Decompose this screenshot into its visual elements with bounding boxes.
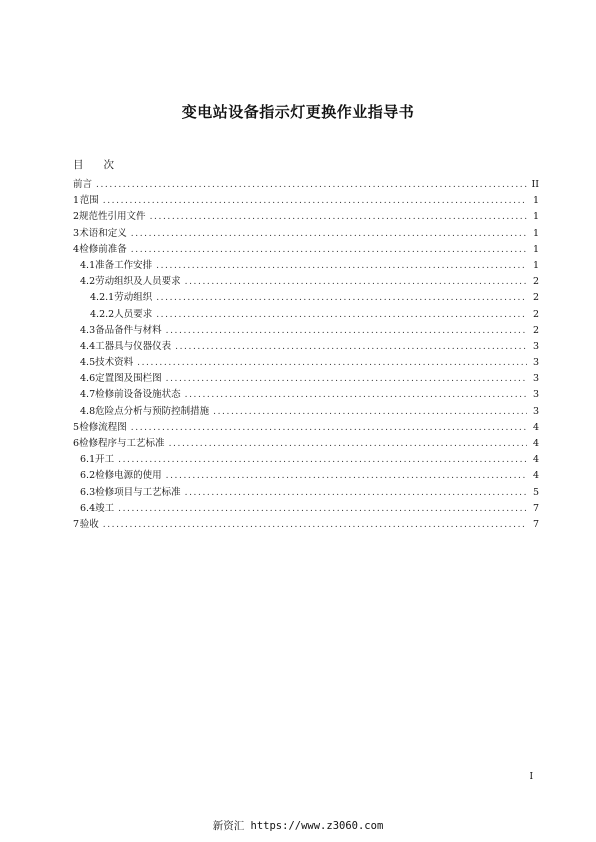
toc-entry-number: 6.3	[80, 486, 96, 498]
toc-entry-page: 3	[532, 373, 539, 385]
toc-entry-page: 3	[532, 389, 539, 401]
toc-entry[interactable]	[73, 225, 539, 241]
toc-entry-page: 2	[532, 292, 539, 304]
toc-leader-dots	[96, 180, 527, 190]
toc-entry-number: 4.3	[80, 324, 96, 336]
toc-entry-title: 前言	[73, 179, 93, 190]
toc-entry[interactable]	[73, 419, 539, 435]
toc-entry-page: 1	[532, 211, 539, 223]
toc-entry-page: 4	[532, 421, 539, 433]
toc-entry[interactable]	[73, 322, 539, 338]
toc-leader-dots	[131, 245, 527, 255]
toc-entry-page: 2	[532, 308, 539, 320]
toc-list	[73, 176, 539, 532]
toc-entry[interactable]	[73, 516, 539, 532]
toc-entry-number: 4.6	[80, 373, 96, 385]
toc-entry-page: II	[531, 179, 539, 190]
toc-entry-page: 4	[532, 454, 539, 466]
toc-entry[interactable]	[73, 208, 539, 224]
toc-entry-page: 7	[532, 502, 539, 514]
toc-leader-dots	[156, 293, 527, 303]
toc-leader-dots	[131, 229, 527, 239]
toc-entry-number: 1	[73, 195, 80, 207]
toc-entry-number: 4.2.2	[90, 308, 115, 320]
document-title: 变电站设备指示灯更换作业指导书	[181, 103, 415, 121]
toc-leader-dots	[185, 488, 527, 498]
toc-entry-number: 6.1	[80, 454, 96, 466]
page-number: I	[529, 772, 533, 782]
toc-leader-dots	[185, 277, 527, 287]
toc-entry-title: 工器具与仪器仪表	[95, 340, 172, 352]
toc-entry-number: 2	[73, 211, 80, 223]
toc-entry-page: 3	[532, 357, 539, 369]
toc-entry-page: 3	[532, 405, 539, 417]
toc-entry-page: 4	[532, 438, 539, 449]
toc-entry[interactable]	[73, 289, 539, 305]
toc-entry[interactable]	[73, 338, 539, 354]
toc-entry-number: 3	[73, 227, 80, 239]
toc-entry-number: 4.7	[80, 389, 96, 401]
toc-leader-dots	[156, 310, 527, 320]
toc-entry-page: 5	[532, 486, 539, 498]
toc-entry-title: 检修前准备	[79, 243, 127, 255]
toc-entry-title: 技术资料	[95, 357, 134, 369]
toc-entry[interactable]	[73, 354, 539, 370]
toc-entry[interactable]	[73, 306, 539, 322]
toc-entry-page: 4	[532, 470, 539, 482]
toc-entry[interactable]	[73, 273, 539, 289]
toc-entry-title: 竣工	[95, 502, 115, 514]
toc-entry[interactable]	[73, 451, 539, 467]
toc-entry-number: 4.4	[80, 340, 96, 352]
toc-entry[interactable]	[73, 176, 539, 192]
toc-heading-part2: 次	[103, 159, 114, 171]
toc-entry-title: 检修流程图	[79, 421, 127, 433]
toc-entry[interactable]	[73, 386, 539, 402]
toc-leader-dots	[118, 455, 527, 465]
toc-leader-dots	[131, 423, 527, 433]
toc-leader-dots	[166, 326, 527, 336]
toc-entry-page: 1	[532, 259, 539, 271]
toc-entry-number: 4	[73, 243, 80, 255]
footer-watermark: 新资汇 https://www.z3060.com	[212, 820, 384, 832]
toc-entry-number: 6	[73, 438, 80, 449]
toc-entry-title: 验收	[79, 518, 99, 530]
toc-leader-dots	[150, 212, 527, 222]
toc-entry[interactable]	[73, 500, 539, 516]
toc-entry-title: 劳动组织及人员要求	[95, 276, 181, 288]
toc-leader-dots	[118, 504, 527, 514]
toc-entry-number: 4.1	[80, 259, 96, 271]
toc-entry-title: 危险点分析与预防控制措施	[95, 405, 210, 417]
toc-entry-page: 1	[532, 243, 539, 255]
toc-entry-page: 2	[532, 324, 539, 336]
toc-entry-title: 开工	[95, 454, 115, 466]
toc-entry-title: 检修电源的使用	[95, 470, 162, 482]
toc-entry-number: 6.4	[80, 502, 96, 514]
toc-entry-number: 4.8	[80, 405, 96, 417]
toc-entry-title: 劳动组织	[114, 292, 153, 304]
toc-entry-title: 术语和定义	[79, 227, 127, 239]
toc-leader-dots	[166, 374, 527, 384]
toc-entry[interactable]	[73, 435, 539, 451]
toc-entry[interactable]	[73, 403, 539, 419]
toc-entry[interactable]	[73, 241, 539, 257]
toc-entry-title: 备品备件与材料	[95, 324, 162, 336]
toc-leader-dots	[213, 407, 527, 417]
toc-entry-page: 1	[532, 195, 539, 207]
toc-entry-title: 范围	[79, 195, 99, 207]
toc-leader-dots	[169, 439, 527, 449]
toc-entry[interactable]	[73, 192, 539, 208]
toc-entry-page: 7	[532, 518, 539, 530]
toc-entry[interactable]	[73, 467, 539, 483]
toc-heading	[73, 157, 114, 172]
toc-entry-title: 定置图及围栏图	[95, 373, 162, 385]
toc-entry-number: 4.2	[80, 276, 96, 288]
toc-entry-number: 4.5	[80, 357, 96, 369]
toc-leader-dots	[103, 520, 527, 530]
toc-entry-title: 规范性引用文件	[79, 211, 146, 223]
toc-entry-title: 检修项目与工艺标准	[95, 486, 181, 498]
toc-entry[interactable]	[73, 257, 539, 273]
toc-entry-number: 6.2	[80, 470, 96, 482]
toc-entry-page: 2	[532, 276, 539, 288]
toc-entry-page: 3	[532, 340, 539, 352]
toc-entry-page: 1	[532, 227, 539, 239]
toc-heading-part1: 目	[73, 159, 84, 171]
toc-leader-dots	[156, 261, 527, 271]
toc-entry-title: 准备工作安排	[95, 259, 153, 271]
toc-leader-dots	[103, 196, 527, 206]
toc-entry-number: 4.2.1	[90, 292, 115, 304]
toc-entry-title: 检修程序与工艺标准	[79, 438, 165, 449]
toc-entry-title: 检修前设备设施状态	[95, 389, 181, 401]
toc-entry-number: 7	[73, 518, 80, 530]
toc-leader-dots	[137, 358, 527, 368]
toc-entry-number: 5	[73, 421, 80, 433]
toc-entry-title: 人员要求	[114, 308, 153, 320]
toc-leader-dots	[175, 342, 527, 352]
toc-entry[interactable]	[73, 484, 539, 500]
toc-leader-dots	[185, 390, 527, 400]
toc-entry[interactable]	[73, 370, 539, 386]
toc-leader-dots	[166, 471, 527, 481]
